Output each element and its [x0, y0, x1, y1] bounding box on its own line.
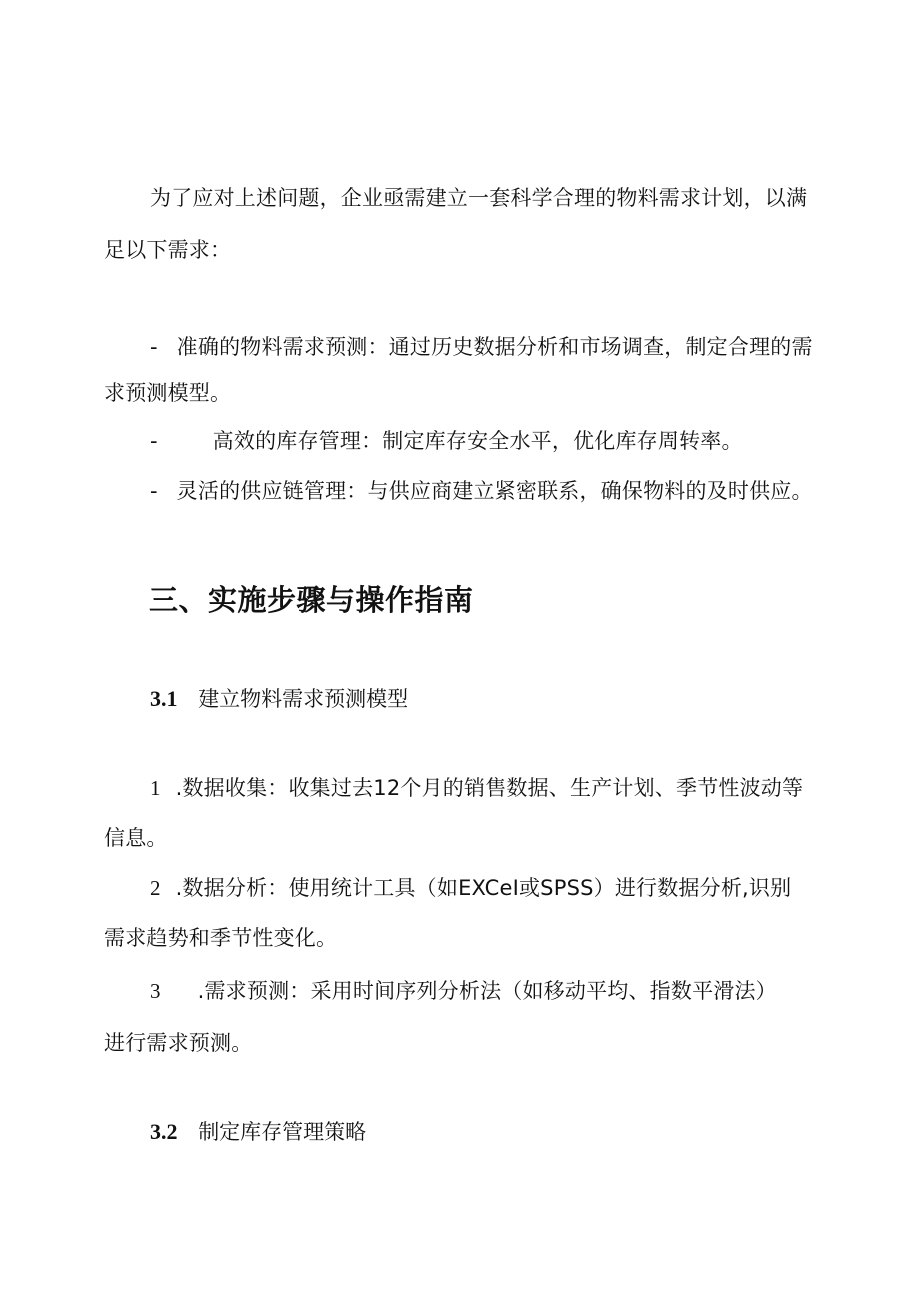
step-1-line-2: 信息。: [104, 826, 168, 850]
bullet-3: [150, 478, 813, 504]
step-text: .数据收集：收集过去12个月的销售数据、生产计划、季节性波动等: [175, 776, 804, 800]
step-number: 3: [150, 979, 161, 1003]
step-3-line-2: 进行需求预测。: [104, 1031, 253, 1055]
intro-line-2: 足以下需求：: [104, 238, 232, 262]
step-2-line-2: 需求趋势和季节性变化。: [104, 926, 338, 950]
step-1-line-1: [150, 775, 803, 801]
bullet-1-line-1: [150, 334, 813, 360]
bullet-text: 准确的物料需求预测：通过历史数据分析和市场调查，制定合理的需: [176, 335, 813, 359]
bullet-text: 高效的库存管理：制定库存安全水平，优化库存周转率。: [212, 429, 743, 453]
bullet-text: 灵活的供应链管理：与供应商建立紧密联系，确保物料的及时供应。: [176, 479, 813, 503]
bullet-dash: -: [150, 429, 158, 453]
section-heading: 三、实施步骤与操作指南: [149, 583, 474, 617]
subheading-3-2: [150, 1119, 366, 1145]
intro-line-1: 为了应对上述问题，企业亟需建立一套科学合理的物料需求计划，以满: [150, 186, 808, 210]
step-text: .数据分析：使用统计工具（如EXCeI或SPSS）进行数据分析,识别: [175, 876, 792, 900]
step-text: .需求预测：采用时间序列分析法（如移动平均、指数平滑法）: [197, 979, 777, 1003]
subheading-number: 3.1: [150, 686, 178, 711]
step-number: 2: [150, 876, 161, 900]
subheading-title: 建立物料需求预测模型: [198, 687, 409, 711]
step-2-line-1: [150, 875, 791, 901]
subheading-title: 制定库存管理策略: [198, 1120, 367, 1144]
subheading-number: 3.2: [150, 1119, 178, 1144]
bullet-2: [150, 428, 743, 454]
step-number: 1: [150, 776, 161, 800]
bullet-dash: -: [150, 335, 158, 359]
bullet-dash: -: [150, 479, 158, 503]
bullet-1-line-2: 求预测模型。: [104, 381, 232, 405]
step-3-line-1: [150, 978, 777, 1004]
subheading-3-1: [150, 686, 408, 712]
